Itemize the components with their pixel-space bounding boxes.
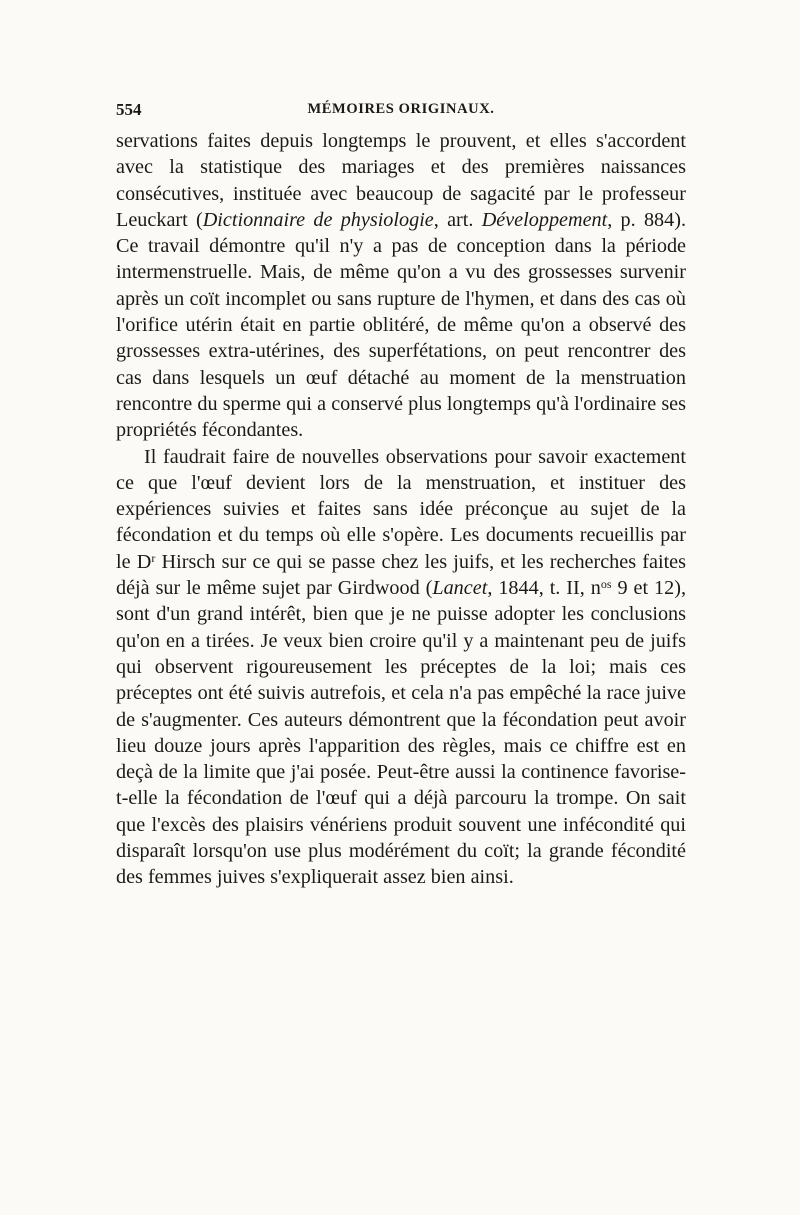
citation-title: Dictionnaire de physiologie bbox=[202, 208, 434, 231]
book-page bbox=[116, 100, 686, 891]
paragraph bbox=[116, 444, 686, 891]
paragraph-text: servations faites depuis longtemps le prouvent, et elles s'accordent avec la statistique des mariages et des premières naissances consécutives, instituée avec beaucoup de sagacité par le professeur Leuckart ( bbox=[116, 130, 686, 231]
paragraph-text: Hirsch sur ce qui se passe chez les juifs, et les recherches faites déjà sur le même sujet par Girdwood ( bbox=[116, 550, 687, 600]
running-header bbox=[116, 100, 686, 128]
citation-article: Développement bbox=[481, 208, 608, 231]
body-text bbox=[116, 128, 686, 891]
superscript: r bbox=[151, 550, 156, 565]
page-number: 554 bbox=[116, 100, 142, 119]
running-title: MÉMOIRES ORIGINAUX. bbox=[307, 101, 495, 117]
paragraph-text: , art. bbox=[433, 208, 482, 231]
paragraph-continuation bbox=[116, 128, 686, 444]
paragraph-text: Il faudrait faire de nouvelles observations pour savoir exactement ce que l'œuf devient lors de la menstruation, et instituer des expériences suivies et faites sans idée préconçue au sujet de la fécondation et du temps où elle s'opère. Les documents recueillis par le D bbox=[116, 445, 686, 573]
paragraph-text: , p. 884). Ce travail démontre qu'il n'y a pas de conception dans la période intermenstruelle. Mais, de même qu'on a vu des grossesses survenir après un coït incomplet ou sans rupture de l'hymen, et dans des cas où l'orifice utérin était en partie oblitéré, de même qu'on a observé des grossesses extra-utérines, des superfétations, on peut rencontrer des cas dans lesquels un œuf détaché au moment de la menstruation rencontre du sperme qui a conservé plus longtemps qu'à l'ordinaire ses propriétés fécondantes. bbox=[116, 208, 686, 442]
citation-journal: Lancet bbox=[432, 577, 488, 600]
superscript: os bbox=[600, 577, 612, 592]
paragraph-text: , 1844, t. II, n bbox=[487, 577, 601, 600]
paragraph-text: 9 et 12), sont d'un grand intérêt, bien que je ne puisse adopter les conclusions qu'on en a tirées. Je veux bien croire qu'il y a maintenant peu de juifs qui observent rigoureusement les préceptes de la loi; mais ces préceptes ont été suivis autrefois, et cela n'a pas empêché la race juive de s'augmenter. Ces auteurs démontrent que la fécondation peut avoir lieu douze jours après l'apparition des règles, mais ce chiffre est en deçà de la limite que j'ai posée. Peut-être aussi la continence favorise-t-elle la fécondation de l'œuf qui a déjà parcouru la trompe. On sait que l'excès des plaisirs vénériens produit souvent une infécondité qui disparaît lorsqu'on use plus modérément du coït; la grande fécondité des femmes juives s'expliquerait assez bien ainsi. bbox=[116, 577, 686, 889]
